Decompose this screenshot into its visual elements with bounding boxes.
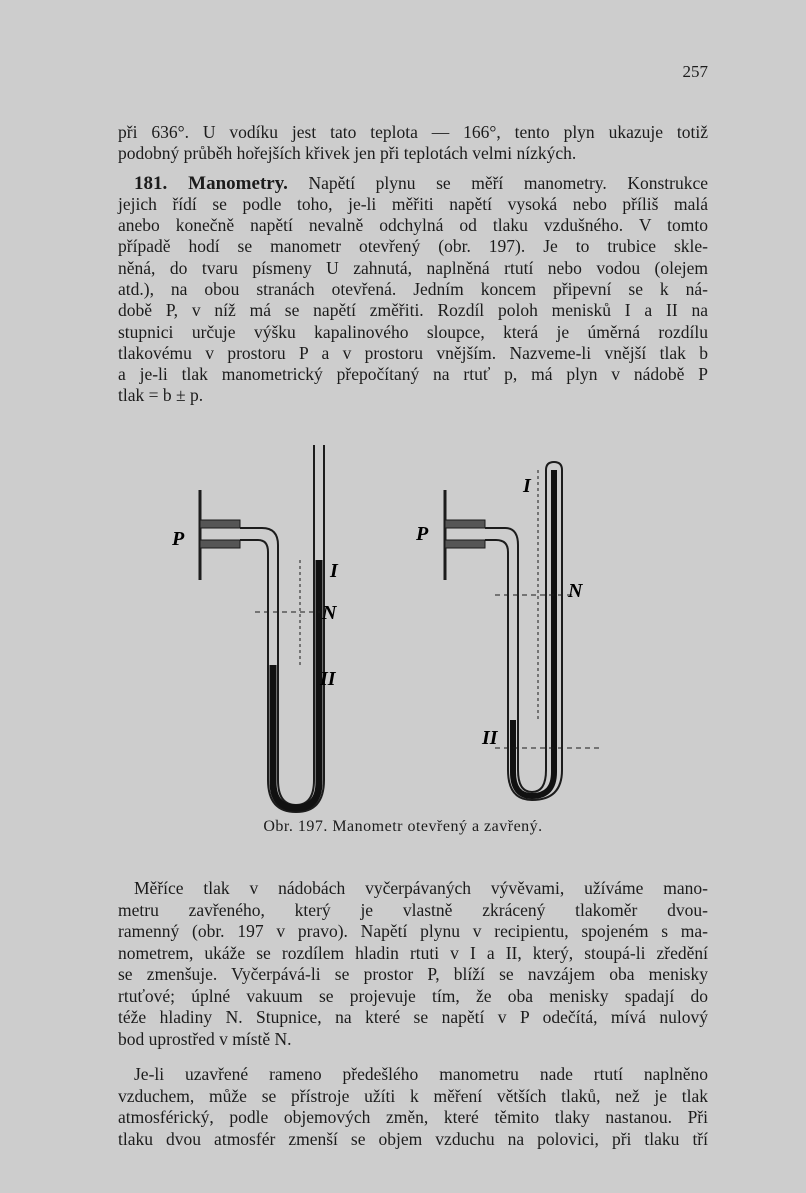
text-line: metru zavřeného, který je vlastně zkrácený tlakoměr dvou- [118, 900, 708, 920]
text-line: jejich řídí se podle toho, je-li měřiti napětí vysoká nebo příliš malá [118, 194, 708, 214]
text-line: se zmenšuje. Vyčerpává-li se prostor P, blíží se navzájem oba menisky [118, 964, 708, 984]
text-line: Je-li uzavřené rameno předešlého manometru nade rtutí naplněno [134, 1064, 708, 1084]
text-line: době P, v níž má se napětí změřiti. Rozdíl poloh menisků I a II na [118, 300, 708, 320]
label-ii-right: II [482, 727, 498, 749]
label-i-right: I [523, 475, 531, 497]
section-first-line [134, 173, 708, 194]
label-p-left: P [172, 528, 185, 550]
text-line: bod uprostřed v místě N. [118, 1029, 292, 1049]
text-line: Měříce tlak v nádobách vyčerpávaných vývěvami, užíváme mano- [134, 878, 708, 898]
text-line: ramenný (obr. 197 v pravo). Napětí plynu v recipientu, spojeném s ma- [118, 921, 708, 941]
text-line: případě hodí se manometr otevřený (obr. 197). Je to trubice skle- [118, 236, 708, 256]
text-line: tlaku dvou atmosfér zmenší se objem vzduchu na polovici, při tlaku tří [118, 1129, 708, 1149]
open-manometer [200, 445, 324, 812]
text-line: při 636°. U vodíku jest tato teplota — 166°, tento plyn ukazuje totiž [118, 122, 708, 142]
text-line: stupnici určuje výšku kapalinového sloupce, která je úměrná rozdílu [118, 322, 708, 342]
text-line: Napětí plynu se měří manometry. Konstrukce [308, 173, 709, 193]
label-n-left: N [322, 602, 337, 624]
label-p-right: P [416, 523, 429, 545]
text-line: atmosférický, podle objemových změn, které těmito tlaky nastanou. Při [118, 1107, 708, 1127]
section-heading: 181. Manometry. [134, 173, 288, 194]
text-line: anebo konečně napětí nevalně odchylná od tlaku vzdušného. V tomto [118, 215, 708, 235]
text-line: rtuťové; úplné vakuum se projevuje tím, že oba menisky spadají do [118, 986, 708, 1006]
text-line: něná, do tvaru písmeny U zahnutá, naplněná rtutí nebo vodou (olejem [118, 258, 708, 278]
text-line: téže hladiny N. Stupnice, na které se napětí v P odečítá, mívá nulový [118, 1007, 708, 1027]
text-line: podobný průběh hořejších křivek jen při teplotách velmi nízkých. [118, 143, 577, 163]
text-line: tlak = b ± p. [118, 385, 204, 405]
manometer-figure [0, 430, 806, 815]
text-line: atd.), na obou stranách otevřená. Jedním koncem připevní se k ná- [118, 279, 708, 299]
label-i-left: I [330, 560, 338, 582]
text-line: a je-li tlak manometrický přepočítaný na rtuť p, má plyn v nádobě P [118, 364, 708, 384]
text-line: tlakovému v prostoru P a v prostoru vnějším. Nazveme-li vnější tlak b [118, 343, 708, 363]
label-ii-left: II [320, 668, 336, 690]
text-line: nometrem, ukáže se rozdílem hladin rtuti v I a II, který, stoupá-li zředění [118, 943, 708, 963]
text-line: vzduchem, může se přístroje užíti k měření větších tlaků, než je tlak [118, 1086, 708, 1106]
figure-caption: Obr. 197. Manometr otevřený a zavřený. [263, 818, 543, 835]
closed-manometer [445, 462, 600, 800]
page-number: 257 [682, 62, 708, 81]
label-n-right: N [568, 580, 583, 602]
